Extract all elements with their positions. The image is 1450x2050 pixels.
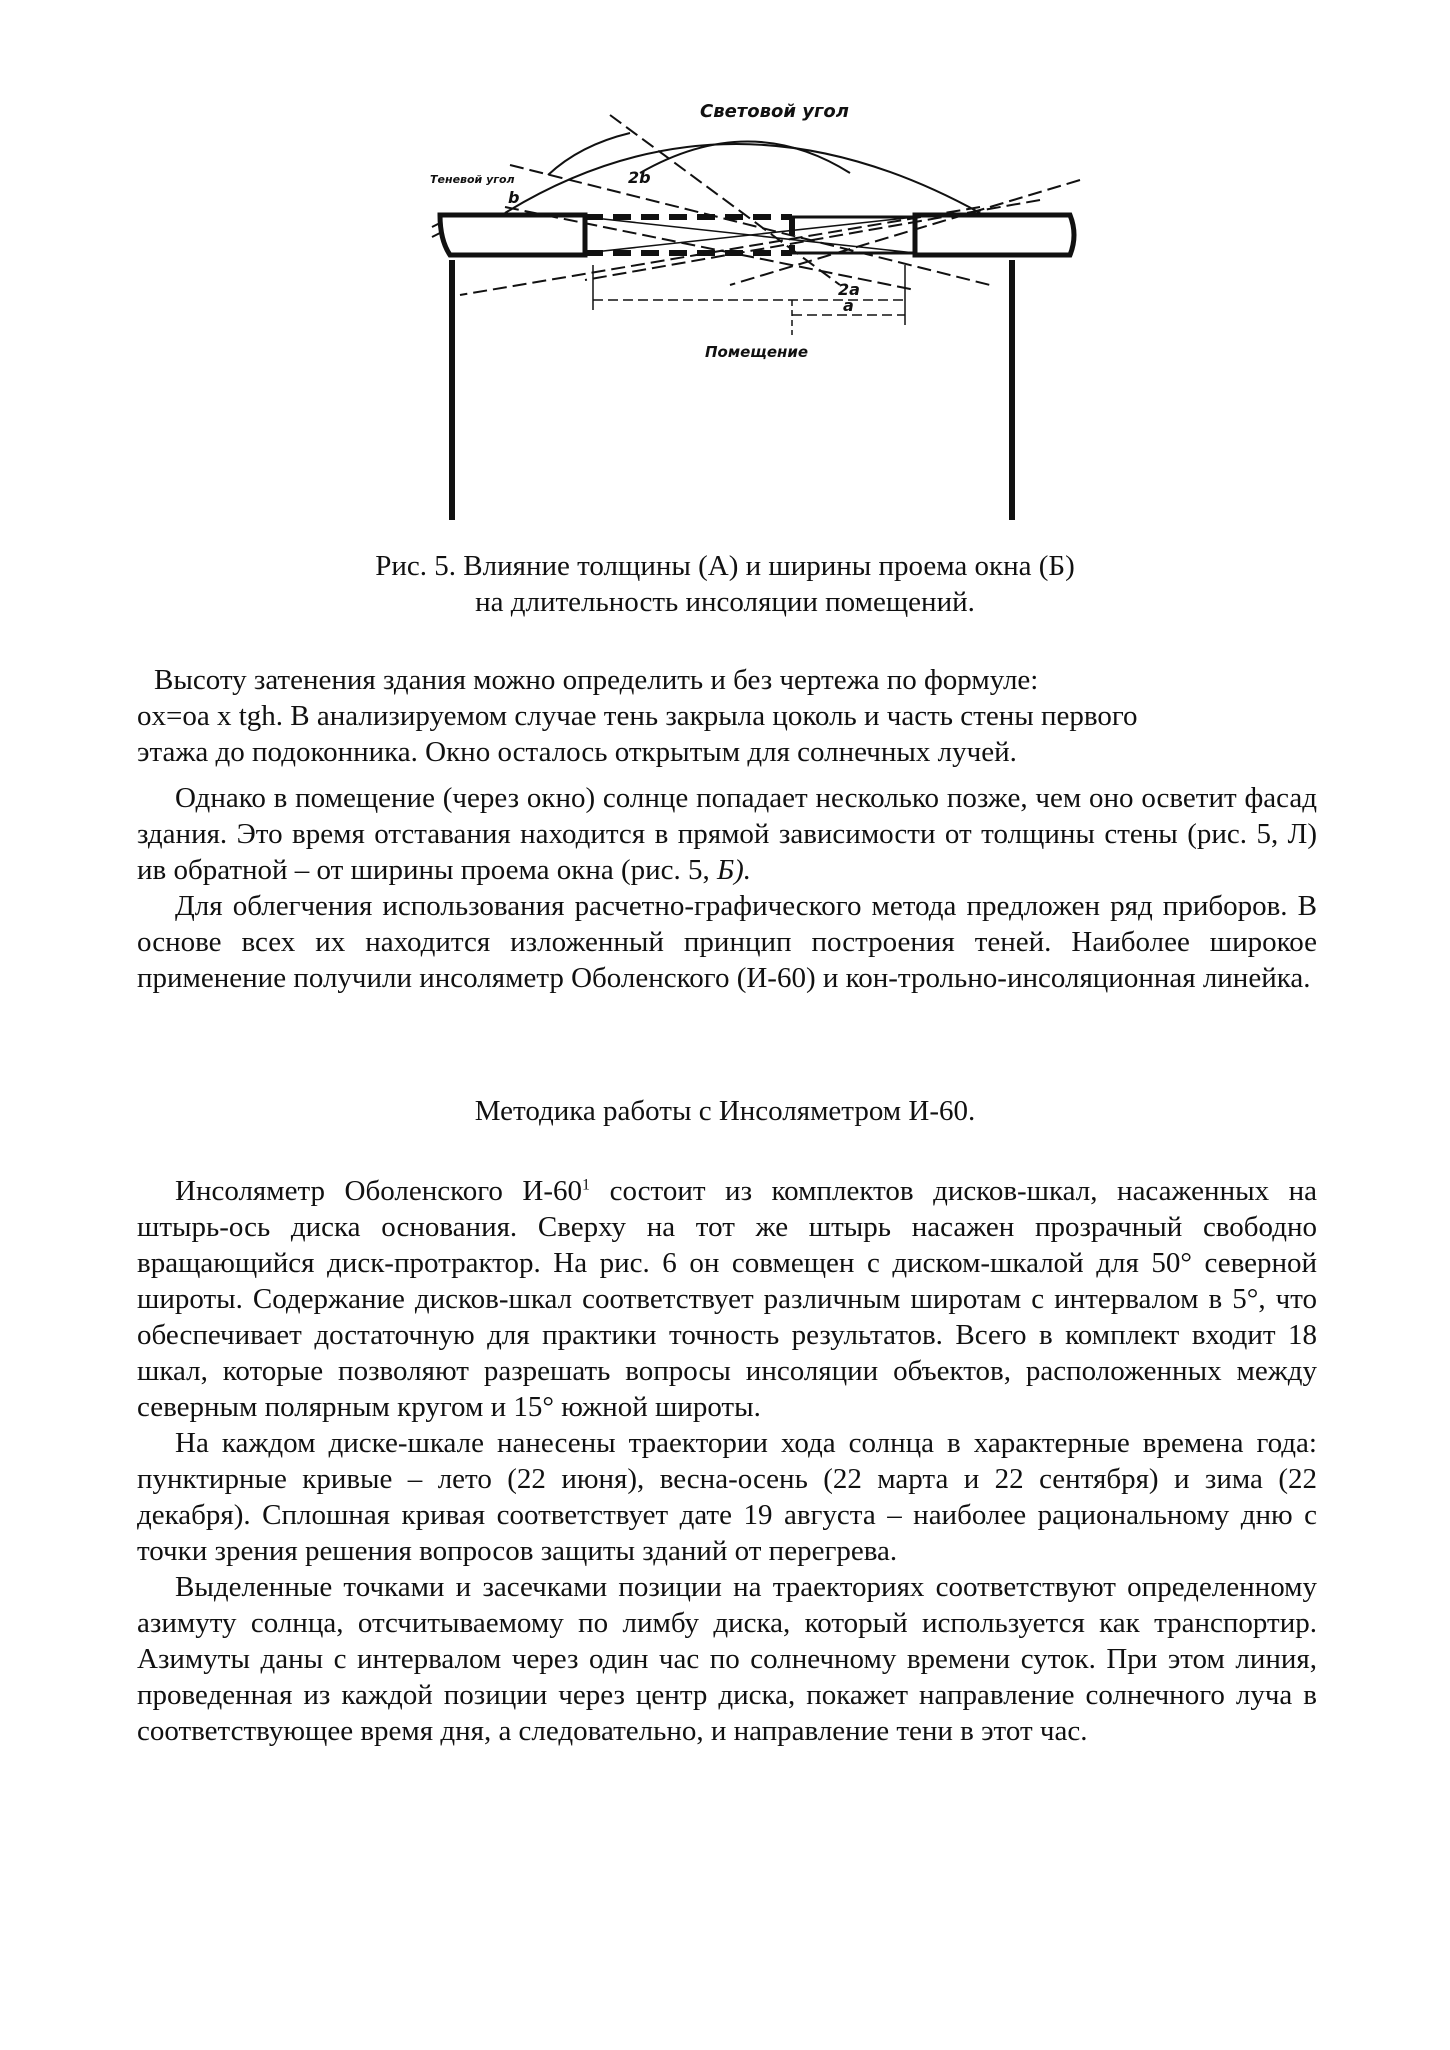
label-light-angle: Световой угол: [700, 101, 849, 122]
paragraph-4: [137, 1173, 1317, 1425]
opening-dashed: [585, 217, 792, 253]
paragraph-1-line-1: Высоту затенения здания можно определить и без чертежа по формуле:: [154, 664, 1039, 696]
angle-arcs: [505, 133, 980, 213]
label-a: a: [843, 296, 854, 315]
figure-window-insolation: [430, 95, 1090, 525]
label-2b: 2b: [628, 168, 651, 187]
paragraphs-block-2: [137, 1173, 1317, 1749]
caption-line-1: Рис. 5. Влияние толщины (А) и ширины проема окна (Б): [375, 550, 1075, 582]
figure-caption: [0, 548, 1450, 620]
label-shadow-angle: Теневой угол: [430, 173, 515, 186]
section-heading: Методика работы с Инсоляметром И-60.: [474, 1095, 976, 1127]
paragraph-1: [137, 662, 1317, 770]
footnote-marker: 1: [582, 1176, 591, 1194]
paragraph-2-italic: Б).: [717, 854, 752, 886]
paragraphs-block-1: [137, 780, 1317, 996]
dimension-lines: [593, 265, 905, 335]
room-walls: [452, 260, 1012, 520]
label-2a: 2a: [838, 280, 860, 299]
paragraph-2: [137, 780, 1317, 888]
paragraph-3: Для облегчения использования расчетно-графического метода предложен ряд приборов. В основе всех их находится изложенный принцип построения теней. Наиболее широкое применение получили инсоляметр Оболенского (И-60) и кон-трольно-инсоляционная линейка.: [137, 890, 1317, 994]
paragraph-6: Выделенные точками и засечками позиции на траекториях соответствуют определенному азимуту солнца, отсчитываемому по лимбу диска, который используется как транспортир. Азимуты даны с интервалом через один час по солнечному времени суток. При этом линия, проведенная из каждой позиции через центр диска, покажет направление солнечного луча в соответствующее время дня, а следовательно, и направление тени в этот час.: [137, 1571, 1317, 1747]
paragraph-4-start: Инсоляметр Оболенского И-60: [175, 1175, 583, 1207]
caption-line-2: на длительность инсоляции помещений.: [475, 586, 975, 618]
paragraph-5: На каждом диске-шкале нанесены траектории хода солнца в характерные времена года: пунктирные кривые – лето (22 июня), весна-осень (22 марта и 22 сентября) и зима (22 декабря). Сплошная кривая соответствует дате 19 августа – наиболее рациональному дню с точки зрения решения вопросов защиты зданий от перегрева.: [137, 1427, 1317, 1567]
paragraph-1-line-3: этажа до подоконника. Окно осталось открытым для солнечных лучей.: [137, 736, 1017, 768]
paragraph-4-rest: состоит из комплектов дисков-шкал, насаженных на штырь-ось диска основания. Сверху на тот же штырь насажен прозрачный свободно вращающийся диск-протрактор. На рис. 6 он совмещен с диском-шкалой для 50° северной широты. Содержание дисков-шкал соответствует различным широтам с интервалом в 5°, что обеспечивает достаточную для практики точность результатов. Всего в комплект входит 18 шкал, которые позволяют разрешать вопросы инсоляции объектов, расположенных между северным полярным кругом и 15° южной широты.: [137, 1175, 1318, 1423]
label-b: b: [508, 188, 520, 207]
label-room: Помещение: [705, 343, 809, 361]
paragraph-1-line-2: ox=oa x tgh. В анализируемом случае тень закрыла цоколь и часть стены первого: [137, 700, 1138, 732]
paragraph-2-text: Однако в помещение (через окно) солнце попадает несколько позже, чем оно осветит фасад здания. Это время отставания находится в прямой зависимости от толщины стены (рис. 5, Л) ив обратной – от ширины проема окна (рис. 5,: [137, 782, 1317, 886]
